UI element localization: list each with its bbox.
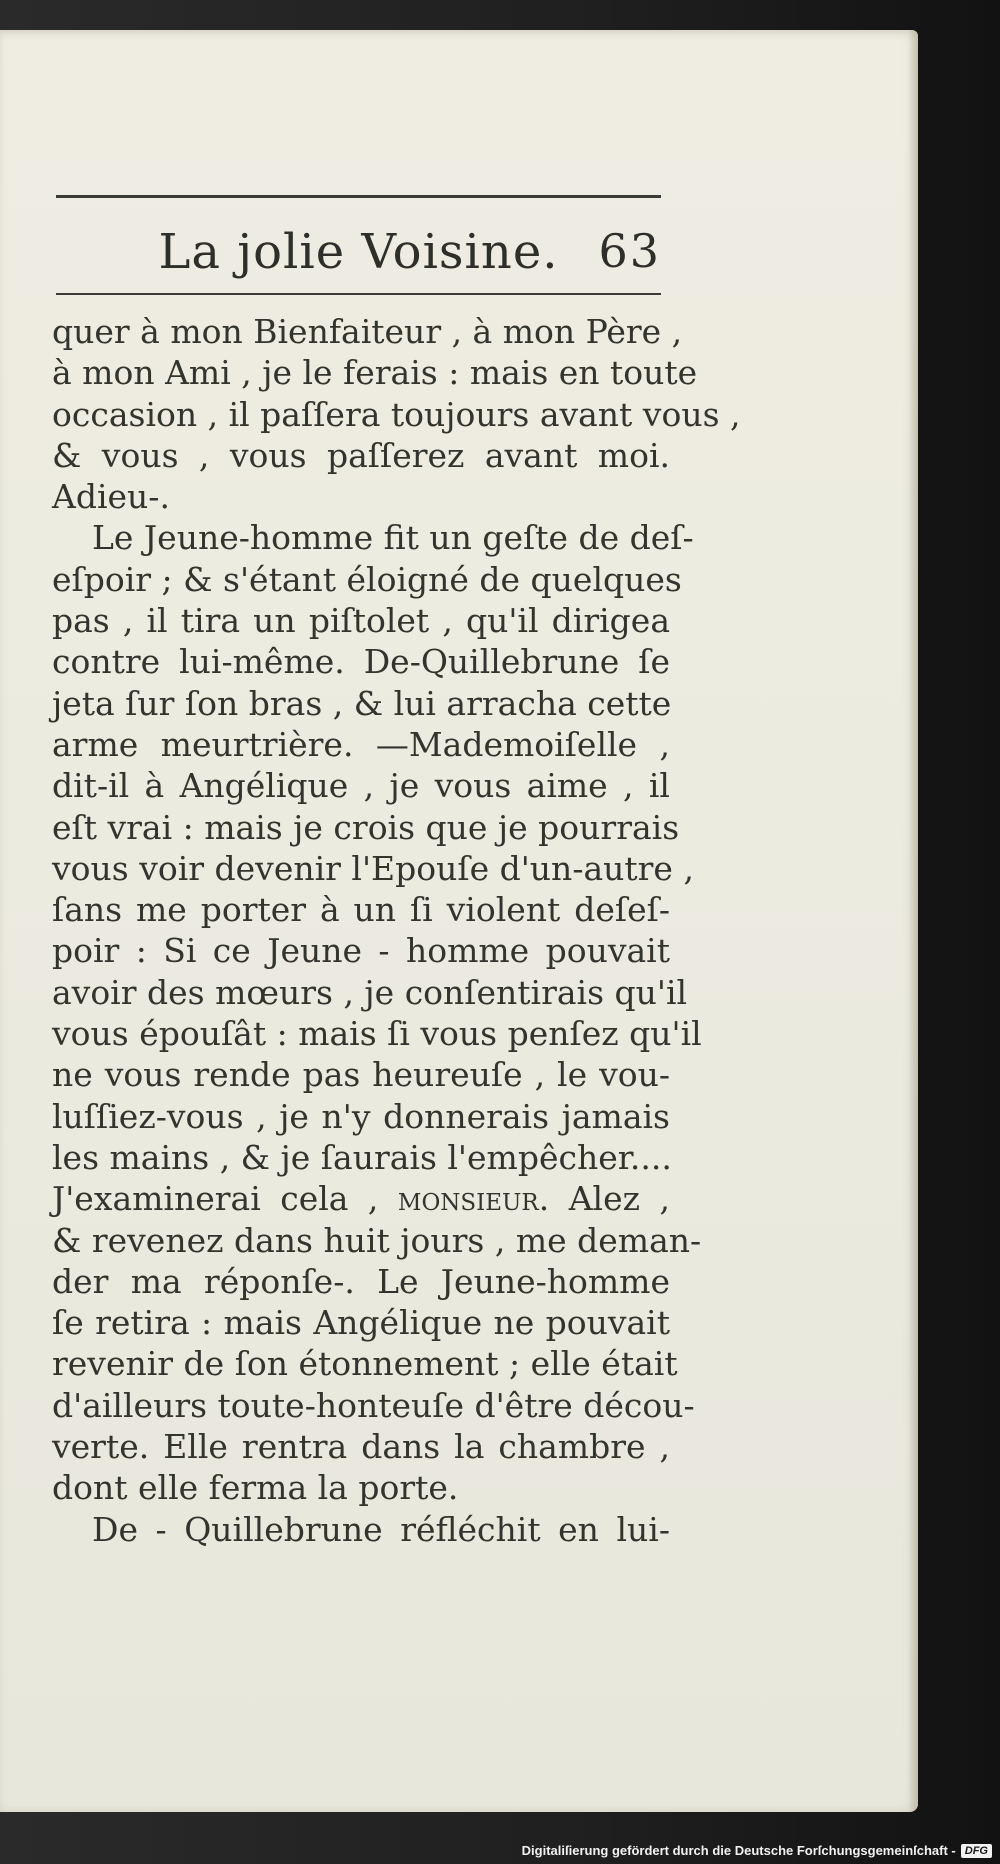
text-line: à mon Ami , je le ferais : mais en toute <box>52 353 698 393</box>
text-line: ſans me porter à un ſi violent deſeſ- <box>52 890 670 930</box>
page-number: 63 <box>598 224 661 278</box>
text-line: poir : Si ce Jeune - homme pouvait <box>52 931 670 971</box>
text-line: arme meurtrière. —Mademoiſelle , <box>52 724 670 764</box>
text-line: ne vous rende pas heureuſe , le vou- <box>52 1055 670 1095</box>
body-text <box>52 311 741 1550</box>
small-caps-word: monſieur <box>397 1179 539 1219</box>
text-line: vous voir devenir l'Epouſe d'un-autre , <box>52 848 694 888</box>
text-line: eſpoir ; & s'étant éloigné de quelques <box>52 559 682 599</box>
text-line: vous épouſât : mais ſi vous penſez qu'il <box>52 1014 702 1054</box>
text-line: pas , il tira un piſtolet , qu'il dirigea <box>52 601 670 641</box>
header-rule-bottom <box>56 293 661 295</box>
text-line: Adieu-. <box>52 477 170 517</box>
text-line: Le Jeune-homme fit un geſte de deſ- <box>92 518 694 558</box>
text-line: jeta ſur ſon bras , & lui arracha cette <box>52 683 672 723</box>
text-line: luſſiez-vous , je n'y donnerais jamais <box>52 1096 670 1136</box>
text-line: d'ailleurs toute-honteuſe d'être décou- <box>52 1385 695 1425</box>
text-line: eſt vrai : mais je crois que je pourrais <box>52 807 680 847</box>
text-line: ſe retira : mais Angélique ne pouvait <box>52 1303 670 1343</box>
credit-text: Digitaliſierung gefördert durch die Deutsche Forſchungsgemeinſchaft - <box>521 1843 956 1858</box>
text-line: verte. Elle rentra dans la chambre , <box>52 1427 670 1467</box>
text-line: dont elle ferma la porte. <box>52 1468 459 1508</box>
text-line: occasion , il paſſera toujours avant vous , <box>52 394 741 434</box>
dfg-logo: DFG <box>961 1844 992 1858</box>
page-edge-shadow <box>908 30 918 1812</box>
text-line: dit-il à Angélique , je vous aime , il <box>52 766 670 806</box>
text-line: J'examinerai cela , monſieur. Alez , <box>52 1179 670 1219</box>
text-line: contre lui-même. De-Quillebrune ſe <box>52 642 670 682</box>
digitization-credit <box>522 1843 992 1858</box>
running-head <box>56 206 661 286</box>
text-line: avoir des mœurs , je conſentirais qu'il <box>52 972 688 1012</box>
text-line: revenir de ſon étonnement ; elle était <box>52 1344 678 1384</box>
text-line: De - Quillebrune réfléchit en lui- <box>92 1509 670 1549</box>
running-head-title: La jolie Voisine. <box>158 224 559 280</box>
text-line: quer à mon Bienfaiteur , à mon Père , <box>52 312 683 351</box>
text-line: der ma réponſe-. Le Jeune-homme <box>52 1261 670 1301</box>
text-line: les mains , & je ſaurais l'empêcher.... <box>52 1137 672 1177</box>
text-line: & revenez dans huit jours , me deman- <box>52 1220 702 1260</box>
text-line: & vous , vous paſſerez avant moi. <box>52 435 670 475</box>
header-rule-top <box>56 195 661 198</box>
book-page <box>0 30 918 1812</box>
